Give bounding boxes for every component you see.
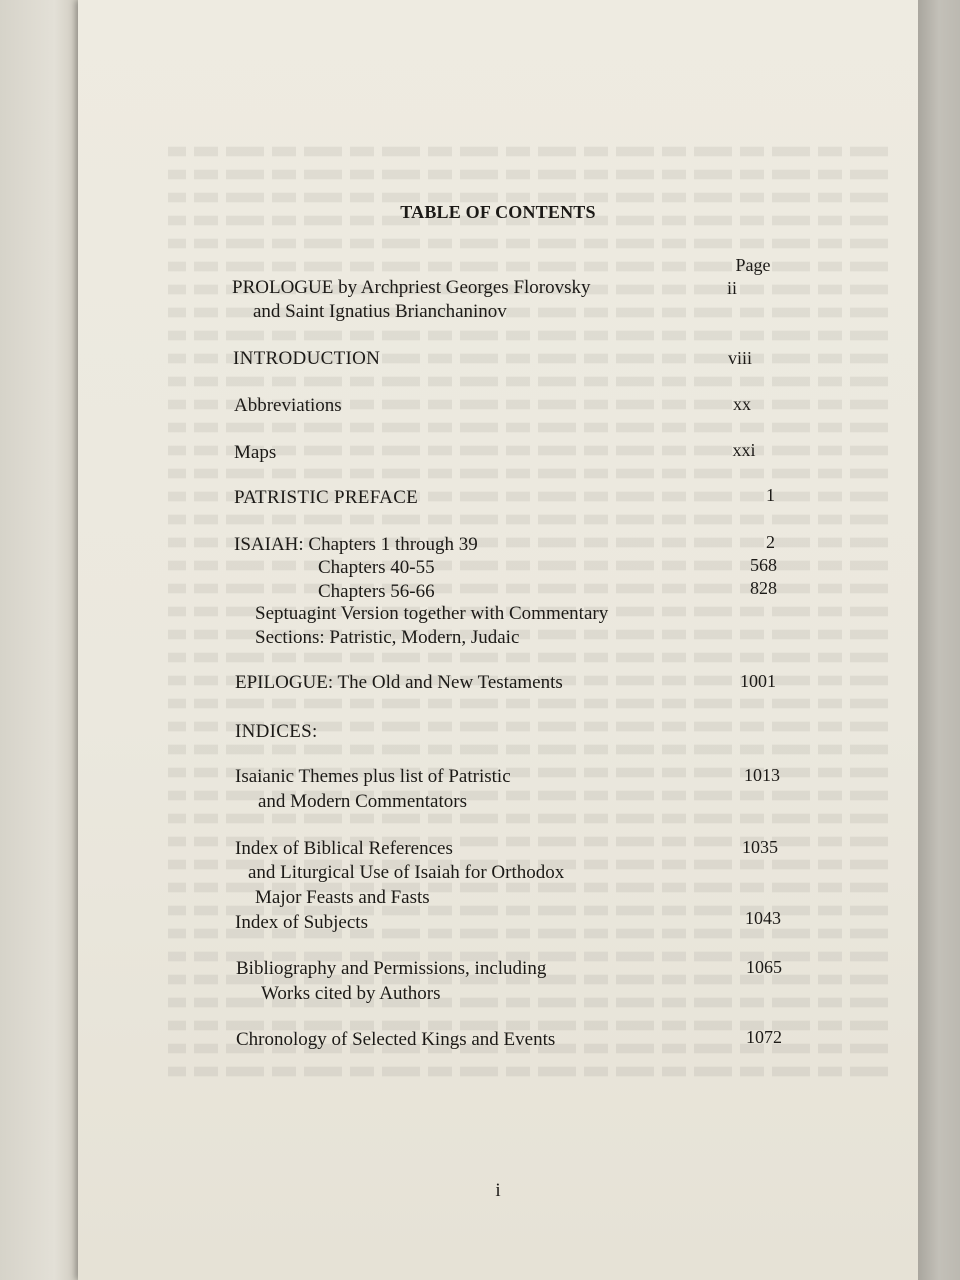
book-page: [78, 0, 918, 1280]
toc-entry-maps: Maps: [234, 442, 277, 463]
toc-entry-isaiah-line1: ISAIAH: Chapters 1 through 39: [234, 534, 478, 555]
toc-entry-subjects: Index of Subjects: [235, 912, 368, 933]
toc-entry-biblical-refs-line1: Index of Biblical References: [235, 838, 453, 859]
toc-page-bibliography: 1065: [746, 957, 782, 977]
toc-entry-epilogue: EPILOGUE: The Old and New Testaments: [235, 672, 563, 693]
toc-page-patristic-preface: 1: [766, 485, 775, 505]
toc-page-subjects: 1043: [745, 908, 781, 928]
toc-entry-isaiah-note1: Septuagint Version together with Commentary: [255, 603, 609, 624]
book-edge-right: [918, 0, 960, 1280]
toc-entry-isaianic-themes-line1: Isaianic Themes plus list of Patristic: [235, 766, 511, 787]
toc-entry-chronology: Chronology of Selected Kings and Events: [236, 1029, 556, 1050]
toc-page-isaiah-1: 2: [766, 532, 775, 552]
toc-entry-prologue-line2: and Saint Ignatius Brianchaninov: [253, 301, 507, 322]
toc-entry-prologue-line1: PROLOGUE by Archpriest Georges Florovsky: [232, 277, 591, 298]
toc-page-introduction: viii: [727, 348, 752, 368]
toc-entry-isaiah-note2: Sections: Patristic, Modern, Judaic: [255, 627, 520, 648]
toc-entry-introduction: INTRODUCTION: [233, 348, 381, 369]
toc-page-isaiah-3: 828: [750, 578, 777, 598]
toc-entry-isaiah-line3: Chapters 56-66: [318, 581, 435, 602]
page-number: i: [495, 1180, 501, 1201]
toc-page-prologue: ii: [726, 278, 737, 298]
toc-page-maps: xxi: [732, 440, 756, 460]
toc-entry-biblical-refs-line2: and Liturgical Use of Isaiah for Orthodox: [248, 862, 565, 883]
facing-page-edge: [0, 0, 78, 1280]
toc-entry-isaiah-line2: Chapters 40-55: [318, 557, 435, 578]
toc-entry-patristic-preface: PATRISTIC PREFACE: [234, 487, 419, 508]
toc-entry-bibliography-line1: Bibliography and Permissions, including: [236, 958, 547, 979]
toc-title: TABLE OF CONTENTS: [400, 202, 596, 222]
toc-entry-biblical-refs-line3: Major Feasts and Fasts: [255, 887, 430, 908]
toc-page-isaianic-themes: 1013: [744, 765, 780, 785]
toc-entry-isaianic-themes-line2: and Modern Commentators: [258, 791, 467, 812]
toc-entry-abbreviations: Abbreviations: [234, 395, 342, 416]
toc-entry-bibliography-line2: Works cited by Authors: [261, 983, 441, 1004]
toc-heading-indices: INDICES:: [235, 721, 318, 742]
toc-page-abbreviations: xx: [733, 394, 751, 414]
toc-page-biblical-refs: 1035: [742, 837, 778, 857]
toc-page-chronology: 1072: [746, 1027, 782, 1047]
page-column-header: Page: [735, 255, 771, 275]
toc-page-isaiah-2: 568: [750, 555, 777, 575]
toc-page-epilogue: 1001: [740, 671, 776, 691]
